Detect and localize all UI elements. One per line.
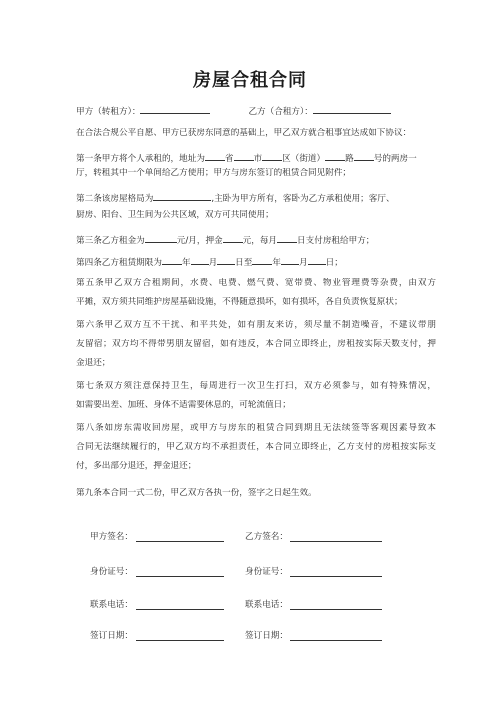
art3-text-d: 日支付房租给甲方； bbox=[297, 236, 375, 246]
party-a-id-label: 身份证号： bbox=[90, 567, 133, 577]
art1-text-f: 号的两房一 bbox=[373, 154, 417, 164]
art4-text-f: 月 bbox=[298, 258, 308, 268]
article-5-line-1: 第五条甲乙双方合租期间，水费、电费、燃气费、宽带费、物业管理费等杂费，由双方 bbox=[76, 278, 436, 288]
start-month-blank bbox=[191, 255, 209, 265]
start-day-blank bbox=[217, 255, 235, 265]
party-b-date-label: 签订日期： bbox=[245, 631, 288, 641]
art1-text-d: 区（街道） bbox=[282, 154, 326, 164]
party-b-id-label: 身份证号： bbox=[245, 567, 288, 577]
party-b-id-field[interactable] bbox=[290, 576, 382, 577]
end-month-blank bbox=[281, 255, 299, 265]
start-year-blank bbox=[162, 255, 182, 265]
article-2-line-2: 厨房、阳台、卫生间为公共区域，双方可共同使用； bbox=[76, 210, 274, 220]
article-7-line-1: 第七条双方须注意保持卫生，每周进行一次卫生打扫，双方必须参与，如有特殊情况， bbox=[76, 381, 436, 391]
end-day-blank bbox=[308, 255, 326, 265]
party-a-signature-field[interactable] bbox=[136, 541, 224, 542]
art3-text-c: 元，每月 bbox=[242, 236, 278, 246]
city-blank bbox=[234, 151, 254, 161]
party-a-date-field[interactable] bbox=[136, 640, 224, 641]
art2-text-a: 第二条该房屋格局为 bbox=[76, 194, 154, 204]
art4-text-g: 日； bbox=[325, 258, 343, 268]
party-a-date-label: 签订日期： bbox=[90, 631, 133, 641]
document-title: 房屋合租合同 bbox=[193, 70, 307, 91]
road-blank bbox=[325, 151, 345, 161]
article-6-line-2: 友留宿；双方均不得带男朋友留宿，如有违反，本合同立即终止，房租按实际天数支付，押 bbox=[76, 339, 436, 349]
party-b-signature-label: 乙方签名： bbox=[245, 532, 288, 542]
article-7-line-2: 如需要出差、加班、身体不适需要休息的，可轮流值日； bbox=[76, 400, 291, 410]
party-b-blank bbox=[313, 104, 391, 114]
article-1-line-1 bbox=[76, 151, 436, 165]
party-a-label: 甲方（转租方）： bbox=[76, 107, 141, 117]
party-a-id-field[interactable] bbox=[136, 576, 224, 577]
district-blank bbox=[262, 151, 282, 161]
article-6-line-1: 第六条甲乙双方互不干扰、和平共处，如有朋友来访，须尽量不制造噪音，不建议带朋 bbox=[76, 320, 436, 330]
party-a-phone-label: 联系电话： bbox=[90, 600, 133, 610]
art4-text-d: 日至 bbox=[235, 258, 253, 268]
art2-text-b: ,主卧为甲方所有，客卧为乙方承租使用；客厅、 bbox=[211, 194, 395, 204]
province-blank bbox=[205, 151, 225, 161]
article-6-line-3: 金退还； bbox=[76, 358, 111, 368]
number-blank bbox=[354, 151, 374, 161]
party-b-date-field[interactable] bbox=[290, 640, 382, 641]
rent-blank bbox=[145, 233, 177, 243]
art4-text-a: 第四条乙方租赁期限为 bbox=[76, 258, 162, 268]
article-8-line-2: 合同无法继续履行的，甲乙双方均不承担责任，本合同立即终止，乙方支付的房租按实际支 bbox=[76, 442, 436, 452]
article-8-line-1: 第八条如房东需收回房屋，或甲方与房东的租赁合同到期且无法续签等客观因素导致本 bbox=[76, 423, 436, 433]
article-8-line-3: 付，多出部分退还，押金退还； bbox=[76, 461, 197, 471]
party-a-phone-field[interactable] bbox=[136, 609, 224, 610]
parties-line bbox=[76, 104, 436, 118]
intro-paragraph: 在合法合规公平自愿、甲方已获房东同意的基础上，甲乙双方就合租事宜达成如下协议： bbox=[76, 128, 412, 138]
end-year-blank bbox=[252, 255, 272, 265]
pay-day-blank bbox=[277, 233, 297, 243]
article-2-line-1 bbox=[76, 191, 436, 205]
art1-text-c: 市 bbox=[253, 154, 263, 164]
article-4-line bbox=[76, 255, 436, 269]
party-b-signature-field[interactable] bbox=[290, 541, 382, 542]
art3-text-a: 第三条乙方租金为 bbox=[76, 236, 145, 246]
party-a-blank bbox=[140, 104, 210, 114]
art4-text-c: 月 bbox=[208, 258, 218, 268]
art4-text-e: 年 bbox=[272, 258, 281, 268]
party-b-phone-label: 联系电话： bbox=[245, 600, 288, 610]
party-b-phone-field[interactable] bbox=[290, 609, 382, 610]
art3-text-b: 元/月，押金 bbox=[176, 236, 223, 246]
article-3-line bbox=[76, 233, 436, 247]
art4-text-b: 年 bbox=[181, 258, 191, 268]
article-5-line-2: 平摊，双方须共同维护房屋基础设施，不得随意损坏，如有损坏，各自负责恢复原状； bbox=[76, 297, 403, 307]
deposit-blank bbox=[223, 233, 243, 243]
art1-text-b: 省 bbox=[224, 154, 234, 164]
party-b-label: 乙方（合租方）： bbox=[248, 107, 313, 117]
article-1-line-2: 厅，转租其中一个单间给乙方使用；甲方与房东签订的租赁合同见附件； bbox=[76, 168, 352, 178]
article-9-line: 第九条本合同一式二份，甲乙双方各执一份，签字之日起生效。 bbox=[76, 488, 317, 498]
layout-blank bbox=[153, 191, 211, 201]
party-a-signature-label: 甲方签名： bbox=[90, 532, 133, 542]
art1-text-a: 第一条甲方将个人承租的，地址为 bbox=[76, 154, 205, 164]
art1-text-e: 路 bbox=[345, 154, 354, 164]
